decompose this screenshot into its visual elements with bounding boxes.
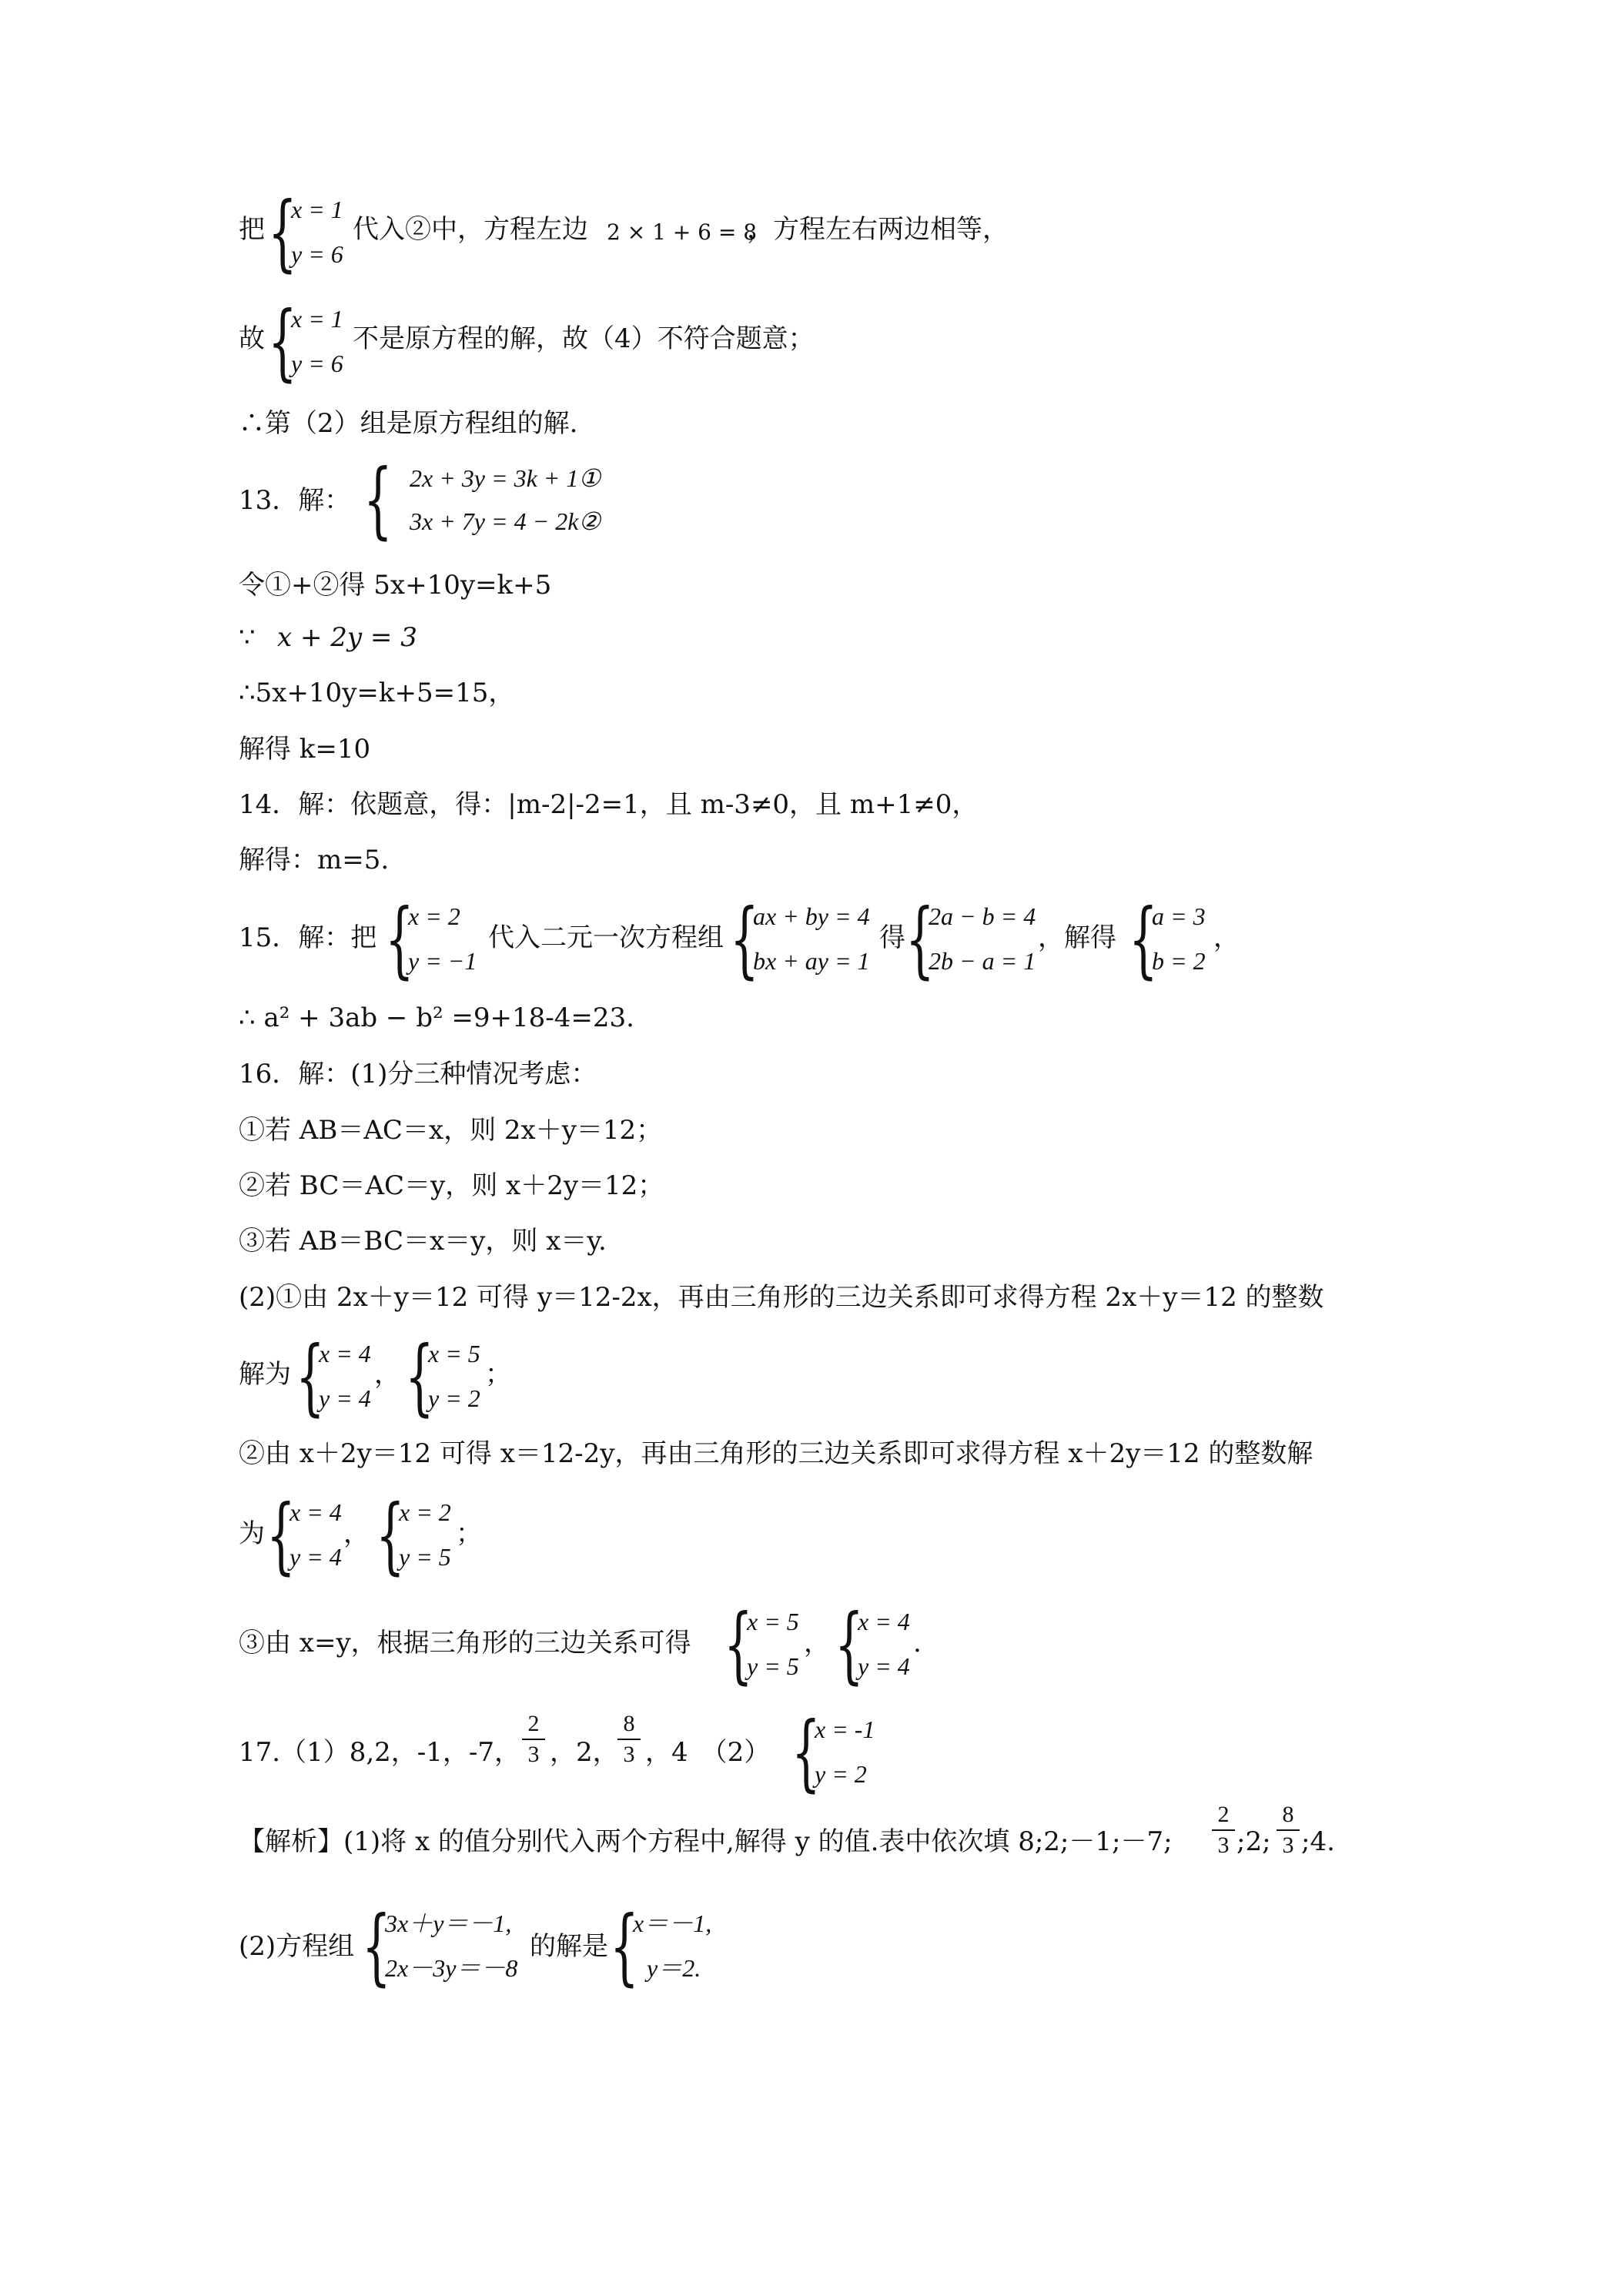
text-because: ∵ bbox=[239, 622, 256, 653]
text-solution-is: 解为 bbox=[239, 1359, 291, 1390]
fraction-2-3-analysis: 2 3 bbox=[1210, 1802, 1236, 1859]
text-two: ;2; bbox=[1236, 1826, 1271, 1857]
text-k-10: 解得 k=10 bbox=[239, 734, 371, 765]
text-substitute-system: 代入二元一次方程组 bbox=[488, 922, 724, 953]
text-get: 得 bbox=[879, 922, 905, 953]
text-semicolon: ； bbox=[485, 1359, 511, 1390]
q16-part2-2: ②由 x＋2y＝12 可得 x＝12-2y，再由三角形的三边关系即可求得方程 x＋2y＝12 的整数解 bbox=[239, 1438, 1313, 1469]
q14-text: 14．解：依题意，得：|m-2|-2=1，且 m-3≠0，且 m+1≠0， bbox=[239, 789, 979, 820]
q16-part2-3: ③由 x=y，根据三角形的三边关系可得 bbox=[239, 1628, 691, 1658]
text-comma: ， bbox=[804, 1628, 830, 1658]
analysis-text: 【解析】(1)将 x 的值分别代入两个方程中,解得 y 的值.表中依次填 8;2;－1;－7; bbox=[239, 1826, 1173, 1857]
expr-2x1-6: 2 × 1 + 6 = 8 bbox=[607, 219, 758, 245]
text-therefore-15: ∴5x+10y=k+5=15， bbox=[239, 678, 515, 708]
q13-label: 13．解： bbox=[239, 485, 351, 516]
fraction-2-3: 2 3 bbox=[520, 1711, 547, 1768]
text-ba: 把 bbox=[239, 214, 265, 245]
q15-result: ∴ a² + 3ab − b² =9+18-4=23. bbox=[239, 1002, 634, 1033]
q17-part2-label: ，4 （2） bbox=[645, 1737, 771, 1768]
text-comma: ， bbox=[1213, 922, 1240, 953]
q16-case-1: ①若 AB＝AC＝x，则 2x＋y＝12； bbox=[239, 1115, 663, 1146]
text-wei: 为 bbox=[239, 1518, 265, 1549]
q14-result: 解得：m=5. bbox=[239, 845, 390, 875]
text-comma: ， bbox=[374, 1359, 400, 1390]
text-solution-is: 的解是 bbox=[530, 1931, 608, 1962]
q15-label: 15．解：把 bbox=[239, 922, 377, 953]
text-solve: ，解得 bbox=[1038, 922, 1116, 953]
text-four: ;4. bbox=[1301, 1826, 1335, 1857]
fraction-8-3: 8 3 bbox=[616, 1711, 642, 1768]
analysis-part2: (2)方程组 bbox=[239, 1931, 355, 1962]
q17-part1: 17.（1）8,2，-1，-7， bbox=[239, 1737, 521, 1768]
text-equal-sides: ，方程左右两边相等， bbox=[747, 214, 1009, 245]
text-semicolon: ； bbox=[456, 1518, 482, 1549]
text-comma: ， bbox=[343, 1518, 370, 1549]
text-add-eqs: 令①+②得 5x+10y=k+5 bbox=[239, 570, 552, 601]
expr-x-2y-3: x + 2y = 3 bbox=[277, 622, 417, 653]
q16-case-2: ②若 BC＝AC＝y，则 x＋2y＝12； bbox=[239, 1170, 664, 1201]
q16-part2-1: (2)①由 2x＋y＝12 可得 y＝12-2x，再由三角形的三边关系即可求得方程 2x＋y＝12 的整数 bbox=[239, 1282, 1324, 1313]
page: 把 { x = 1 y = 6 代入②中，方程左边 2 × 1 + 6 = 8 ，方程左右两边相等， 故 { x = 1 y = 6 不是原方程的解，故（4）不符合题意； ∴第（2）组是原方程组的解. 13．解： { 2x + 3y = 3k + 1① 3x + 7y = 4 − 2k② 令①+②得 5x+10y=k+5 ∵ x + 2y = 3 ∴5x+10y=k+5=15， 解得 k=10 14．解：依题意，得：|m-2|-2=1，且 m-3≠0，且 m+1≠0， 解得：m=5. 15．解：把 { x = 2 y = −1 代入二元一次方程组 { ax + by = 4 bx + ay = 1 得 { 2a − b = 4 2b − a = 1 ，解得 { a = 3 b = 2 ， ∴ a² + 3ab − b² =9+18-4=23. 16．解：(1)分三种情况考虑： ①若 AB＝AC＝x，则 2x＋y＝12； ②若 BC＝AC＝y，则 x＋2y＝12； ③若 AB＝BC＝x＝y，则 x＝y. (2)①由 2x＋y＝12 可得 y＝12-2x，再由三角形的三边关系即可求得方程 2x＋y＝12 的整数 解为 { x = 4 y = 4 ， { x = 5 y = 2 ； ②由 x＋2y＝12 可得 x＝12-2y，再由三角形的三边关系即可求得方程 x＋2y＝12 的整数解 为 { x = 4 y = 4 ， { x = 2 y = 5 ； ③由 x=y，根据三角形的三边关系可得 { x = 5 y = 5 ， { x = 4 y = 4 . 17.（1）8,2，-1，-7， 2 3 ，2， 8 3 ，4 （2） { x = -1 y = 2 【解析】(1)将 x 的值分别代入两个方程中,解得 y 的值.表中依次填 8;2;－1;－7; 2 3 ;2; 8 3 ;4. (2)方程组 { 3x＋y＝－1, 2x－3y＝－8 的解是 { x＝－1, y＝2. bbox=[239, 185, 1335, 1995]
q16-case-3: ③若 AB＝BC＝x＝y，则 x＝y. bbox=[239, 1226, 607, 1257]
text-not-solution: 不是原方程的解，故（4）不符合题意； bbox=[353, 323, 815, 354]
text-conclusion: ∴第（2）组是原方程组的解. bbox=[239, 408, 578, 439]
text-period: . bbox=[913, 1628, 922, 1658]
fraction-8-3-analysis: 8 3 bbox=[1275, 1802, 1301, 1859]
text-gu: 故 bbox=[239, 323, 265, 354]
q16-label: 16．解：(1)分三种情况考虑： bbox=[239, 1059, 597, 1089]
text-substitute: 代入②中，方程左边 bbox=[353, 214, 588, 245]
text-two: ，2， bbox=[550, 1737, 619, 1768]
